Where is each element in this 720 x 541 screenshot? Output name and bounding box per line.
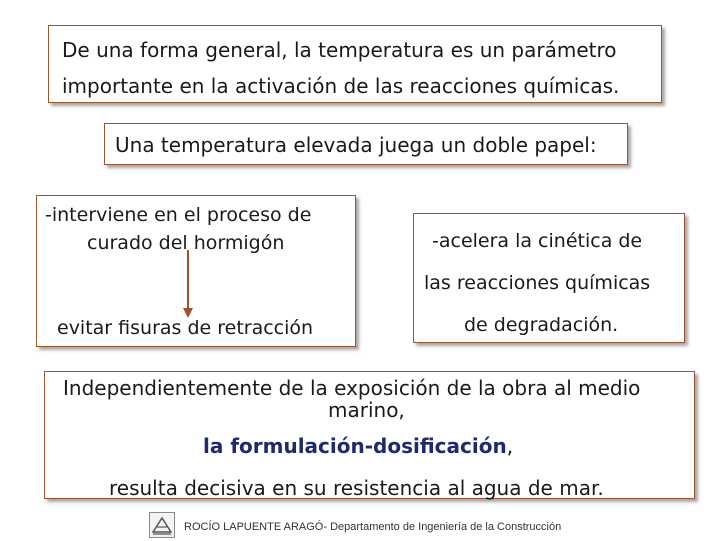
footer-credit: ROCÍO LAPUENTE ARAGÓ- Departamento de Ingeniería de la Construcción	[184, 521, 562, 533]
conclusion-box	[44, 371, 695, 499]
left-line-1: -interviene en el proceso de	[45, 204, 312, 226]
left-line-3: evitar fisuras de retracción	[57, 317, 314, 339]
intro-box	[48, 25, 662, 103]
right-line-1: -acelera la cinética de	[432, 230, 643, 252]
right-line-3: de degradación.	[464, 314, 619, 336]
university-logo-icon	[149, 512, 175, 538]
down-arrow-icon	[182, 250, 194, 318]
conclusion-highlight-line	[203, 434, 513, 458]
right-line-2: las reacciones químicas	[424, 272, 651, 294]
conclusion-line-4: resulta decisiva en su resistencia al agua de mar.	[109, 476, 604, 500]
left-line-2: curado del hormigón	[87, 232, 285, 254]
conclusion-line-1: Independientemente de la exposición de la obra al medio	[63, 376, 641, 400]
intro-line-2: importante en la activación de las reacciones químicas.	[62, 74, 620, 98]
conclusion-line-2: marino,	[328, 398, 405, 422]
heading-text: Una temperatura elevada juega un doble papel:	[115, 133, 597, 157]
left-box	[36, 195, 356, 347]
heading-box	[104, 123, 628, 165]
intro-line-1: De una forma general, la temperatura es un parámetro	[62, 38, 617, 62]
conclusion-highlight: la formulación-dosificación	[203, 434, 507, 458]
right-box	[413, 213, 685, 343]
conclusion-highlight-suffix: ,	[506, 434, 514, 458]
